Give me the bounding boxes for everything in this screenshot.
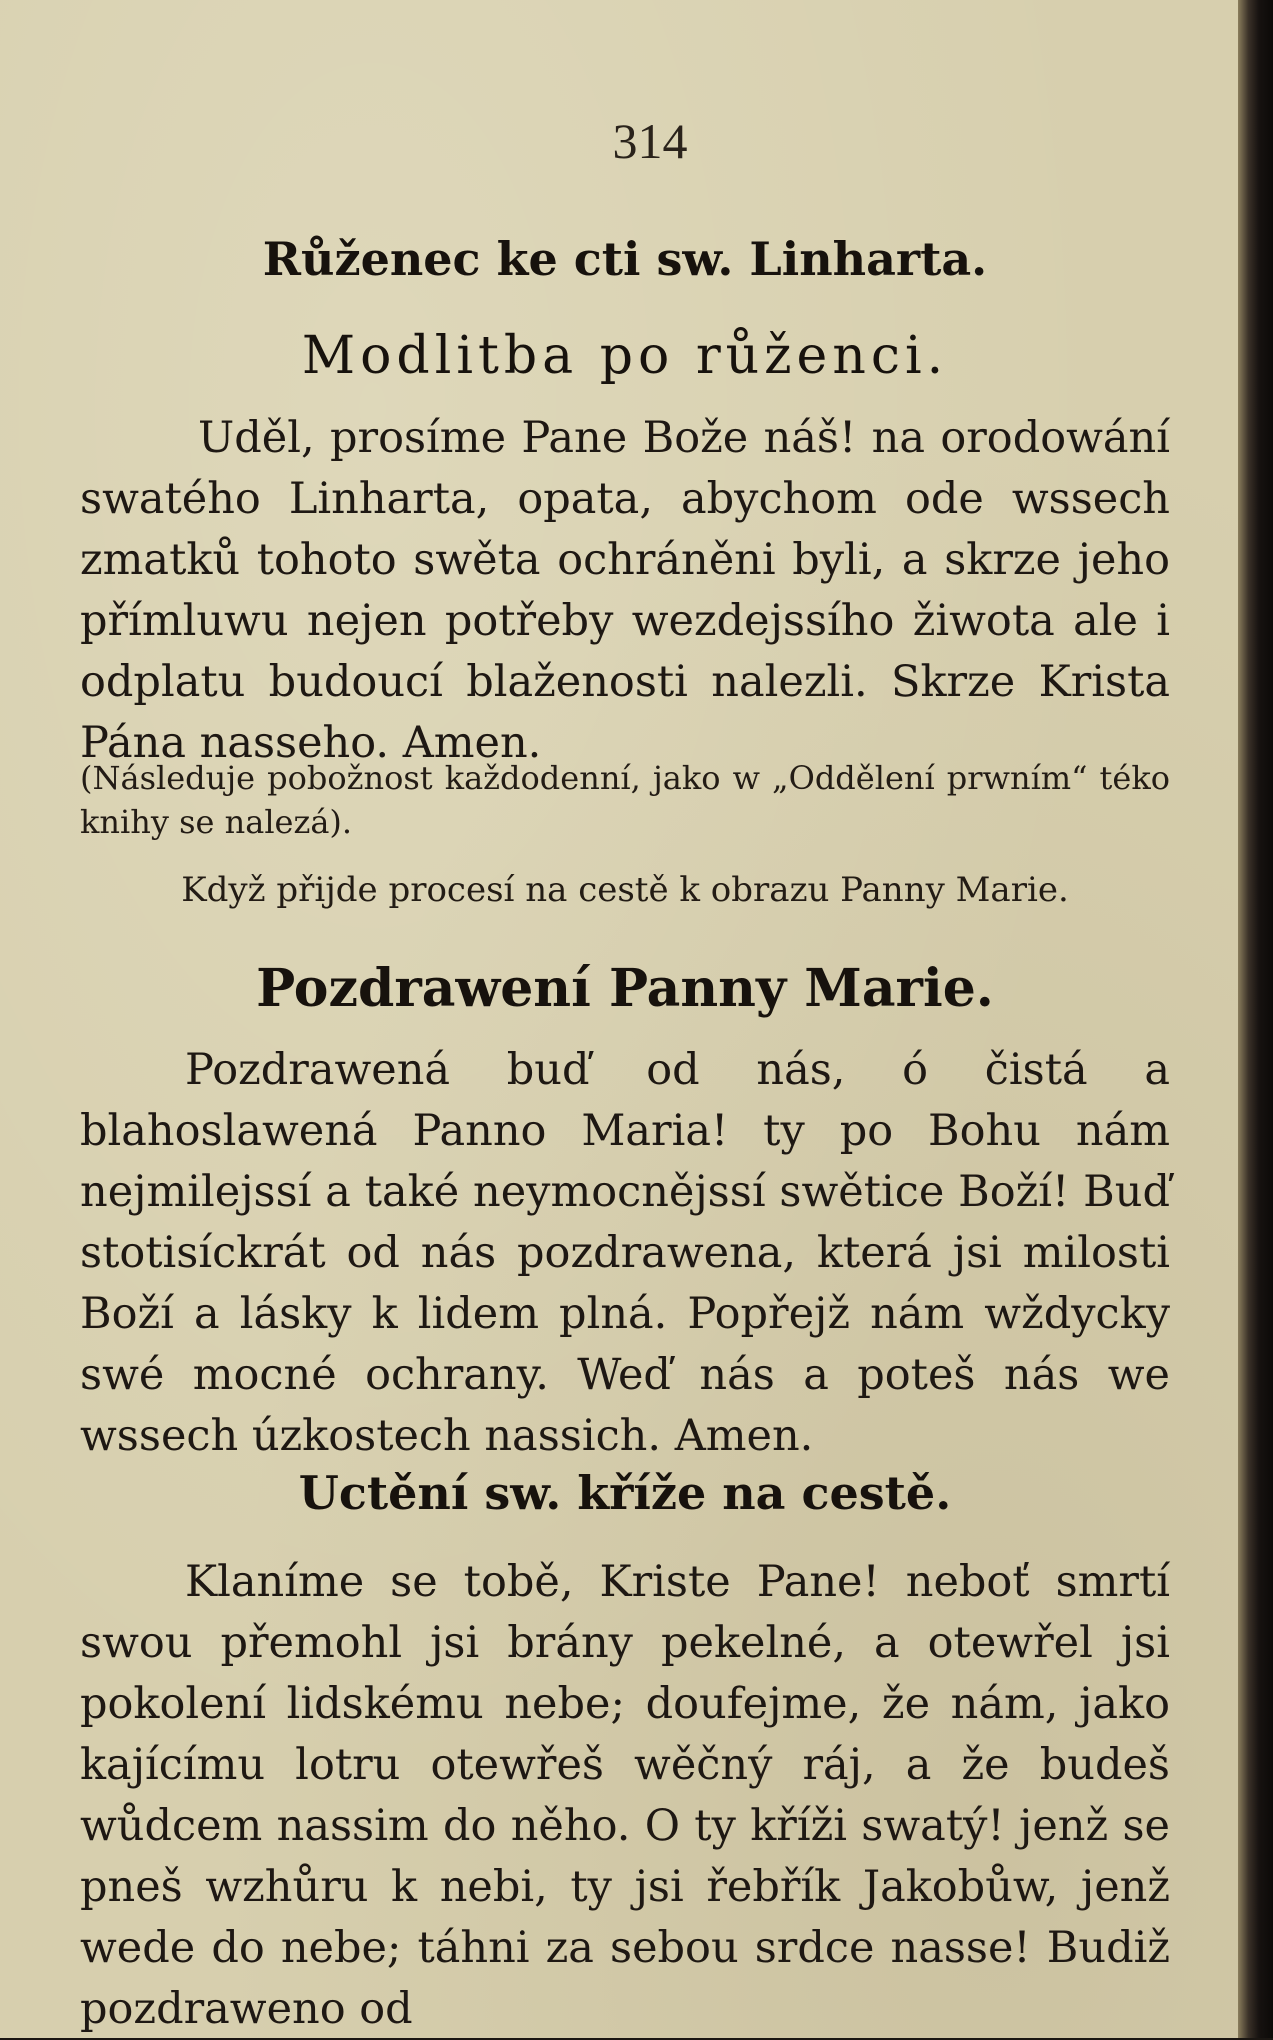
devotion-note: (Následuje pobožnost každodenní, jako w „Oddělení prwním“ téko knihy se nalezá). bbox=[80, 759, 1170, 841]
scan-binding-edge bbox=[1238, 0, 1273, 2038]
prayer-paragraph: Uděl, prosíme Pane Bože náš! na orodowání swatého Linharta, opata, abychom ode wssech zmatků tohoto swěta ochráněni byli, a skrze jeho přímluwu nejen potřeby wezdejssího žiwota ale i odplatu budoucí blaženosti nalezli. Skrze Krista Pána nasseho. Amen. bbox=[80, 413, 1170, 768]
rosary-heading: Růženec ke cti sw. Linharta. bbox=[262, 232, 988, 286]
greeting-heading: Pozdrawení Panny Marie. bbox=[256, 958, 994, 1019]
prayer-heading: Modlitba po růženci. bbox=[301, 326, 949, 386]
cross-heading: Uctění sw. kříže na cestě. bbox=[298, 1466, 952, 1520]
page-number: 314 bbox=[612, 113, 688, 169]
procession-instruction: Když přijde procesí na cestě k obrazu Panny Marie. bbox=[181, 870, 1069, 910]
cross-paragraph: Klaníme se tobě, Kriste Pane! neboť smrtí swou přemohl jsi brány pekelné, a otewřel jsi pokolení lidskému nebe; doufejme, že nám, jako kajícímu lotru otewřeš wěčný ráj, a že budeš wůdcem nassim do něho. O ty kříži swatý! jenž se pneš wzhůru k nebi, ty jsi řebřík Jakobůw, jenž wede do nebe; táhni za sebou srdce nasse! Budiž pozdraweno od bbox=[80, 1557, 1170, 2034]
greeting-paragraph: Pozdrawená buď od nás, ó čistá a blahoslawená Panno Maria! ty po Bohu nám nejmilejssí a také neymocnějssí swětice Boží! Buď stotisíckrát od nás pozdrawena, která jsi milosti Boží a lásky k lidem plná. Popřejž nám wždycky swé mocné ochrany. Weď nás a poteš nás we wssech úzkostech nassich. Amen. bbox=[80, 1045, 1170, 1461]
